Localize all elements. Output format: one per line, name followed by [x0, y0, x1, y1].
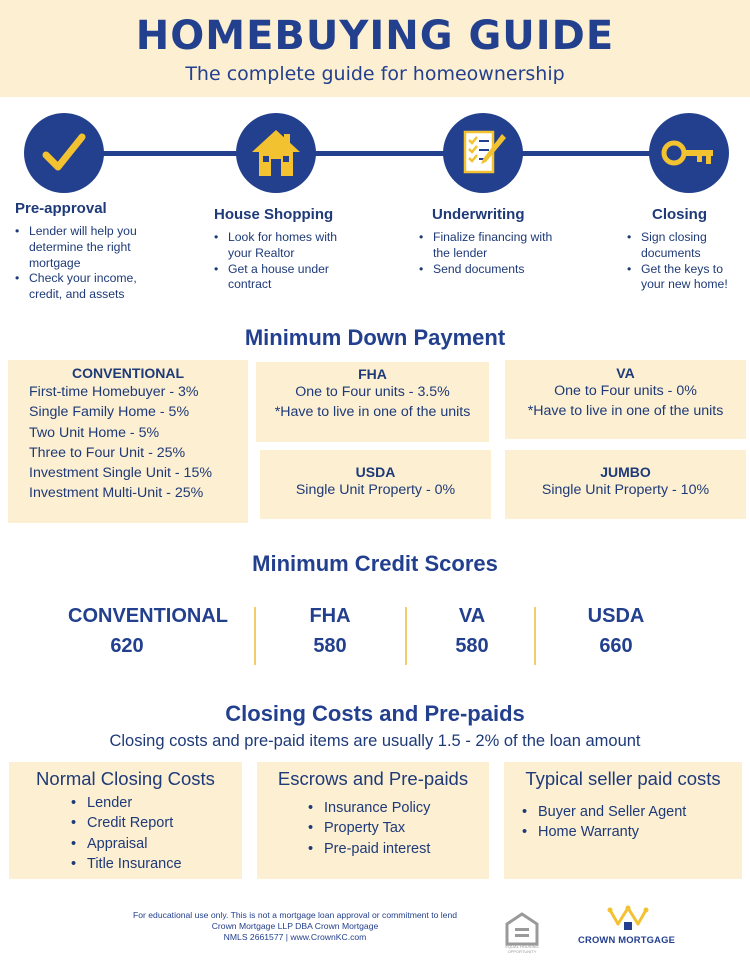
step-bullet: • Look for homes with your Realtor [214, 230, 364, 262]
step-title: Underwriting [432, 206, 525, 223]
disclaimer-text: For educational use only. This is not a mortgage loan approval or commitment to lend [132, 910, 458, 920]
box-line: Investment Multi-Unit - 25% [29, 485, 204, 502]
cost-item: • Home Warranty [520, 822, 742, 842]
normal-closing-costs-box [9, 762, 242, 879]
box-title: USDA [355, 464, 396, 480]
step-title: Closing [652, 206, 707, 223]
brand-name: CROWN MORTGAGE [578, 934, 676, 945]
step-preapproval [15, 200, 165, 303]
credit-label: FHA [309, 605, 351, 627]
cost-item: • Pre-paid interest [306, 839, 489, 859]
credit-value: 580 [313, 635, 347, 657]
timeline-line [60, 151, 690, 156]
step-bullet: • Finalize financing with the lender [419, 230, 559, 262]
header-banner [0, 0, 750, 97]
step-bullet: • Lender will help you determine the right mortgage [15, 224, 165, 271]
credit-score-va [432, 603, 512, 659]
box-line: Single Family Home - 5% [29, 404, 190, 421]
step-bullet: • Get a house under contract [214, 262, 364, 294]
jumbo-box [505, 450, 746, 519]
fha-box [256, 362, 489, 442]
company-text: Crown Mortgage LLP DBA Crown Mortgage [211, 921, 379, 931]
box-line: One to Four units - 3.5% [295, 384, 450, 400]
credit-value: 580 [455, 635, 489, 657]
crown-logo-icon [606, 904, 650, 934]
usda-box [260, 450, 491, 519]
credit-score-fha [290, 603, 370, 659]
credit-score-usda [574, 603, 658, 659]
equal-housing-text: EQUAL HOUSING OPPORTUNITY [505, 944, 539, 954]
house-icon [248, 126, 304, 180]
nmls-text: NMLS 2661577 | www.CrownKC.com [223, 932, 367, 942]
step-bullet: • Sign closing documents [627, 230, 745, 262]
seller-paid-costs-box [504, 762, 742, 879]
box-line: Two Unit Home - 5% [29, 424, 160, 441]
cost-item: • Insurance Policy [306, 798, 489, 818]
checkmark-icon [40, 129, 88, 177]
step-circle-house-shopping [236, 113, 316, 193]
divider [405, 607, 407, 665]
box-line: Three to Four Unit - 25% [29, 444, 186, 461]
step-house-shopping [214, 206, 364, 293]
equal-housing-icon [505, 912, 539, 946]
box-line: *Have to live in one of the units [274, 404, 471, 421]
conventional-box [8, 360, 248, 523]
step-bullet: • Send documents [419, 262, 559, 278]
page-subtitle: The complete guide for homeownership [185, 63, 565, 85]
box-line: Investment Single Unit - 15% [29, 465, 212, 482]
cost-item: • Credit Report [69, 813, 242, 833]
cost-item: • Property Tax [306, 818, 489, 838]
step-circle-preapproval [24, 113, 104, 193]
step-title: Pre-approval [15, 200, 107, 217]
down-payment-title: Minimum Down Payment [244, 325, 506, 350]
cost-item: • Title Insurance [69, 854, 242, 874]
box-title: FHA [358, 366, 387, 382]
divider [534, 607, 536, 665]
credit-scores-title: Minimum Credit Scores [252, 551, 498, 576]
box-title: VA [616, 365, 635, 381]
box-title: JUMBO [600, 464, 651, 480]
cost-box-title: Escrows and Pre-paids [277, 768, 469, 789]
step-title: House Shopping [214, 206, 334, 223]
step-underwriting [419, 206, 559, 277]
document-pen-icon [456, 126, 510, 180]
box-line: First-time Homebuyer - 3% [29, 384, 199, 400]
box-line: Single Unit Property - 0% [295, 482, 456, 498]
key-icon [661, 138, 717, 168]
credit-label: USDA [587, 605, 645, 627]
closing-costs-title: Closing Costs and Pre-paids [225, 701, 525, 726]
escrows-prepaids-box [257, 762, 489, 879]
step-bullet: • Check your income, credit, and assets [15, 271, 165, 303]
va-box [505, 360, 746, 439]
divider [254, 607, 256, 665]
step-closing [627, 206, 745, 293]
credit-label: VA [458, 605, 486, 627]
step-bullet: • Get the keys to your new home! [627, 262, 745, 294]
box-line: *Have to live in one of the units [527, 403, 724, 420]
cost-box-title: Typical seller paid costs [525, 768, 721, 789]
box-line: Single Unit Property - 10% [541, 482, 710, 498]
footer-disclaimer [60, 910, 530, 943]
credit-score-conventional [52, 603, 244, 659]
credit-value: 660 [599, 635, 633, 657]
cost-box-title: Normal Closing Costs [36, 768, 215, 789]
cost-item: • Buyer and Seller Agent [520, 802, 742, 822]
credit-value: 620 [110, 635, 144, 657]
credit-label: CONVENTIONAL [68, 605, 228, 627]
box-line: One to Four units - 0% [554, 383, 697, 399]
closing-costs-subtitle: Closing costs and pre-paid items are usually 1.5 - 2% of the loan amount [109, 732, 641, 750]
box-title: CONVENTIONAL [72, 365, 184, 381]
page-title: HOMEBUYING GUIDE [135, 13, 615, 59]
step-circle-underwriting [443, 113, 523, 193]
step-circle-closing [649, 113, 729, 193]
cost-item: • Appraisal [69, 834, 242, 854]
cost-item: • Lender [69, 793, 242, 813]
